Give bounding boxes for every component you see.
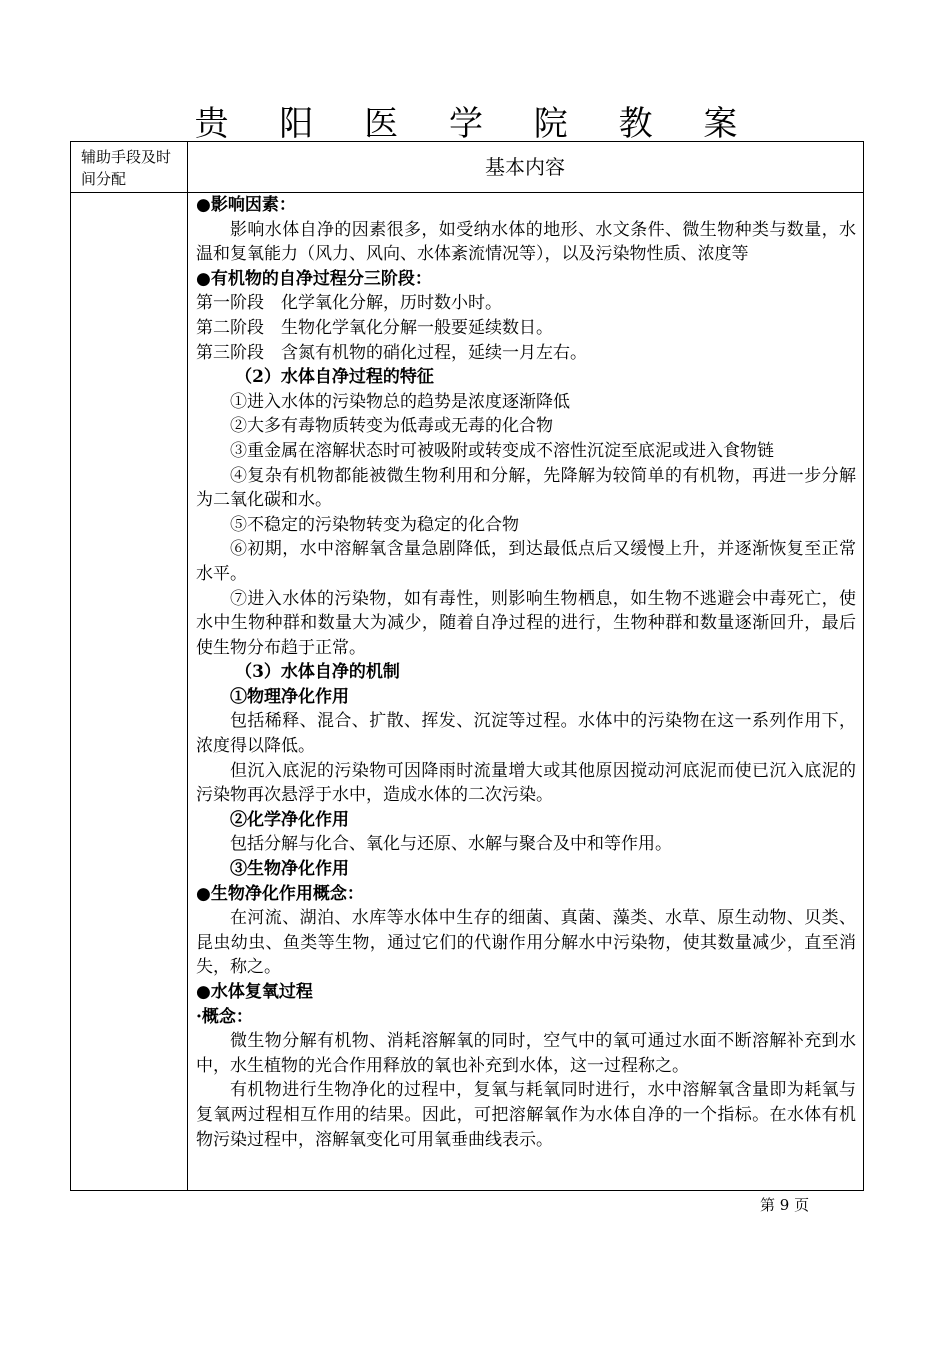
content-paragraph: ②化学净化作用 — [230, 809, 349, 830]
side-column-header: 辅助手段及时间分配 — [81, 148, 172, 188]
content-paragraph: 第一阶段 化学氧化分解，历时数小时。 — [196, 293, 502, 314]
content-paragraph: ⑤不稳定的污染物转变为稳定的化合物 — [230, 514, 519, 535]
page-number: 第 9 页 — [760, 1196, 810, 1214]
content-paragraph: ①物理净化作用 — [230, 686, 349, 707]
content-paragraph: ③重金属在溶解状态时可被吸附或转变成不溶性沉淀至底泥或进入食物链 — [230, 440, 774, 461]
content-paragraph: ④复杂有机物都能被微生物利用和分解，先降解为较简单的有机物，再进一步分解为二氧化碳和水。 — [196, 465, 856, 511]
content-paragraph: 包括分解与化合、氧化与还原、水解与聚合及中和等作用。 — [230, 834, 672, 855]
content-paragraph: ●水体复氧过程 — [196, 982, 313, 1002]
content-paragraph: ·概念： — [196, 1006, 253, 1027]
content-paragraph: 包括稀释、混合、扩散、挥发、沉淀等过程。水体中的污染物在这一系列作用下，浓度得以降低。 — [196, 711, 856, 757]
content-paragraph: （3）水体自净的机制 — [235, 662, 400, 683]
content-paragraph: 微生物分解有机物、消耗溶解氧的同时，空气中的氧可通过水面不断溶解补充到水中，水生植物的光合作用释放的氧也补充到水体，这一过程称之。 — [196, 1031, 856, 1076]
content-paragraph: 第三阶段 含氮有机物的硝化过程，延续一月左右。 — [196, 342, 587, 363]
content-paragraph: ③生物净化作用 — [230, 859, 349, 880]
page-title: 贵 阳 医 学 院 教 案 — [194, 104, 758, 144]
content-paragraph: 在河流、湖泊、水库等水体中生存的细菌、真菌、藻类、水草、原生动物、贝类、昆虫幼虫、鱼类等生物，通过它们的代谢作用分解水中污染物，使其数量减少，直至消失，称之。 — [196, 908, 856, 978]
content-paragraph: 有机物进行生物净化的过程中，复氧与耗氧同时进行，水中溶解氧含量即为耗氧与复氧两过程相互作用的结果。因此，可把溶解氧作为水体自净的一个指标。在水体有机物污染过程中，溶解氧变化可用氧垂曲线表示。 — [196, 1080, 856, 1150]
main-content — [196, 193, 856, 1152]
content-paragraph: ●生物净化作用概念： — [196, 883, 364, 904]
content-paragraph: 第二阶段 生物化学氧化分解一般要延续数日。 — [196, 317, 553, 338]
lesson-table — [70, 141, 864, 1191]
content-paragraph: ●影响因素： — [196, 195, 296, 215]
content-paragraph: 影响水体自净的因素很多，如受纳水体的地形、水文条件、微生物种类与数量，水温和复氧能力（风力、风向、水体紊流情况等），以及污染物性质、浓度等 — [196, 219, 856, 265]
content-paragraph: ⑦进入水体的污染物，如有毒性，则影响生物栖息，如生物不逃避会中毒死亡，使水中生物种群和数量大为减少，随着自净过程的进行，生物种群和数量逐渐回升，最后使生物分布趋于正常。 — [196, 588, 856, 658]
content-paragraph: ●有机物的自净过程分三阶段： — [196, 268, 432, 289]
content-paragraph: （2）水体自净过程的特征 — [235, 367, 434, 388]
main-column-header: 基本内容 — [485, 155, 565, 179]
content-paragraph: 但沉入底泥的污染物可因降雨时流量增大或其他原因搅动河底泥而使已沉入底泥的污染物再次悬浮于水中，造成水体的二次污染。 — [196, 760, 856, 806]
content-paragraph: ②大多有毒物质转变为低毒或无毒的化合物 — [230, 416, 553, 437]
column-divider — [187, 142, 188, 1190]
content-paragraph: ⑥初期，水中溶解氧含量急剧降低，到达最低点后又缓慢上升，并逐渐恢复至正常水平。 — [196, 539, 856, 584]
content-paragraph: ①进入水体的污染物总的趋势是浓度逐渐降低 — [230, 391, 570, 412]
